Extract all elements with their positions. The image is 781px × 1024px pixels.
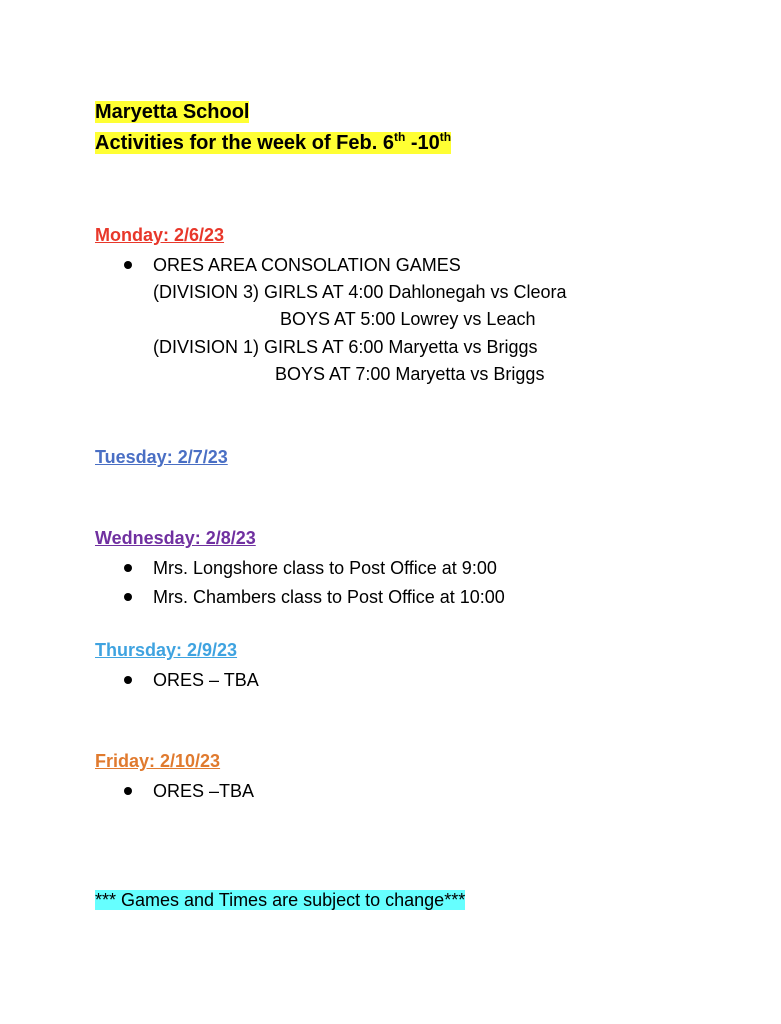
week-title-text bbox=[95, 132, 451, 154]
game-line: (DIVISION 3) GIRLS AT 4:00 Dahlonegah vs Cleora bbox=[153, 282, 567, 302]
game-line: (DIVISION 1) GIRLS AT 6:00 Maryetta vs Briggs bbox=[153, 337, 538, 357]
week-prefix: Activities for the week of Feb. 6 bbox=[95, 132, 394, 154]
school-name: Maryetta School bbox=[95, 101, 250, 123]
week-title bbox=[95, 129, 451, 157]
disclaimer-text: *** Games and Times are subject to change*** bbox=[95, 890, 466, 910]
day-heading-monday: Monday: 2/6/23 bbox=[95, 225, 225, 245]
list-item-text: ORES AREA CONSOLATION GAMES bbox=[153, 255, 461, 275]
disclaimer-note bbox=[95, 886, 465, 914]
day-heading-thursday: Thursday: 2/9/23 bbox=[95, 640, 238, 660]
bullet-icon bbox=[124, 261, 132, 269]
week-sup-end: th bbox=[439, 130, 452, 144]
bullet-icon bbox=[124, 564, 132, 572]
day-heading-friday: Friday: 2/10/23 bbox=[95, 751, 221, 771]
week-mid: -10 bbox=[405, 132, 440, 154]
bullet-icon bbox=[124, 593, 132, 601]
list-item-text: Mrs. Chambers class to Post Office at 10:00 bbox=[153, 587, 505, 607]
day-heading-wednesday: Wednesday: 2/8/23 bbox=[95, 528, 256, 548]
game-line: BOYS AT 7:00 Maryetta vs Briggs bbox=[275, 364, 545, 384]
day-heading-tuesday: Tuesday: 2/7/23 bbox=[95, 447, 228, 467]
school-title bbox=[95, 98, 249, 126]
list-item-text: ORES – TBA bbox=[153, 670, 259, 690]
game-line: BOYS AT 5:00 Lowrey vs Leach bbox=[280, 309, 536, 329]
bullet-icon bbox=[124, 787, 132, 795]
list-item-text: Mrs. Longshore class to Post Office at 9:00 bbox=[153, 558, 497, 578]
bullet-icon bbox=[124, 676, 132, 684]
list-item-text: ORES –TBA bbox=[153, 781, 255, 801]
week-sup-start: th bbox=[393, 130, 406, 144]
